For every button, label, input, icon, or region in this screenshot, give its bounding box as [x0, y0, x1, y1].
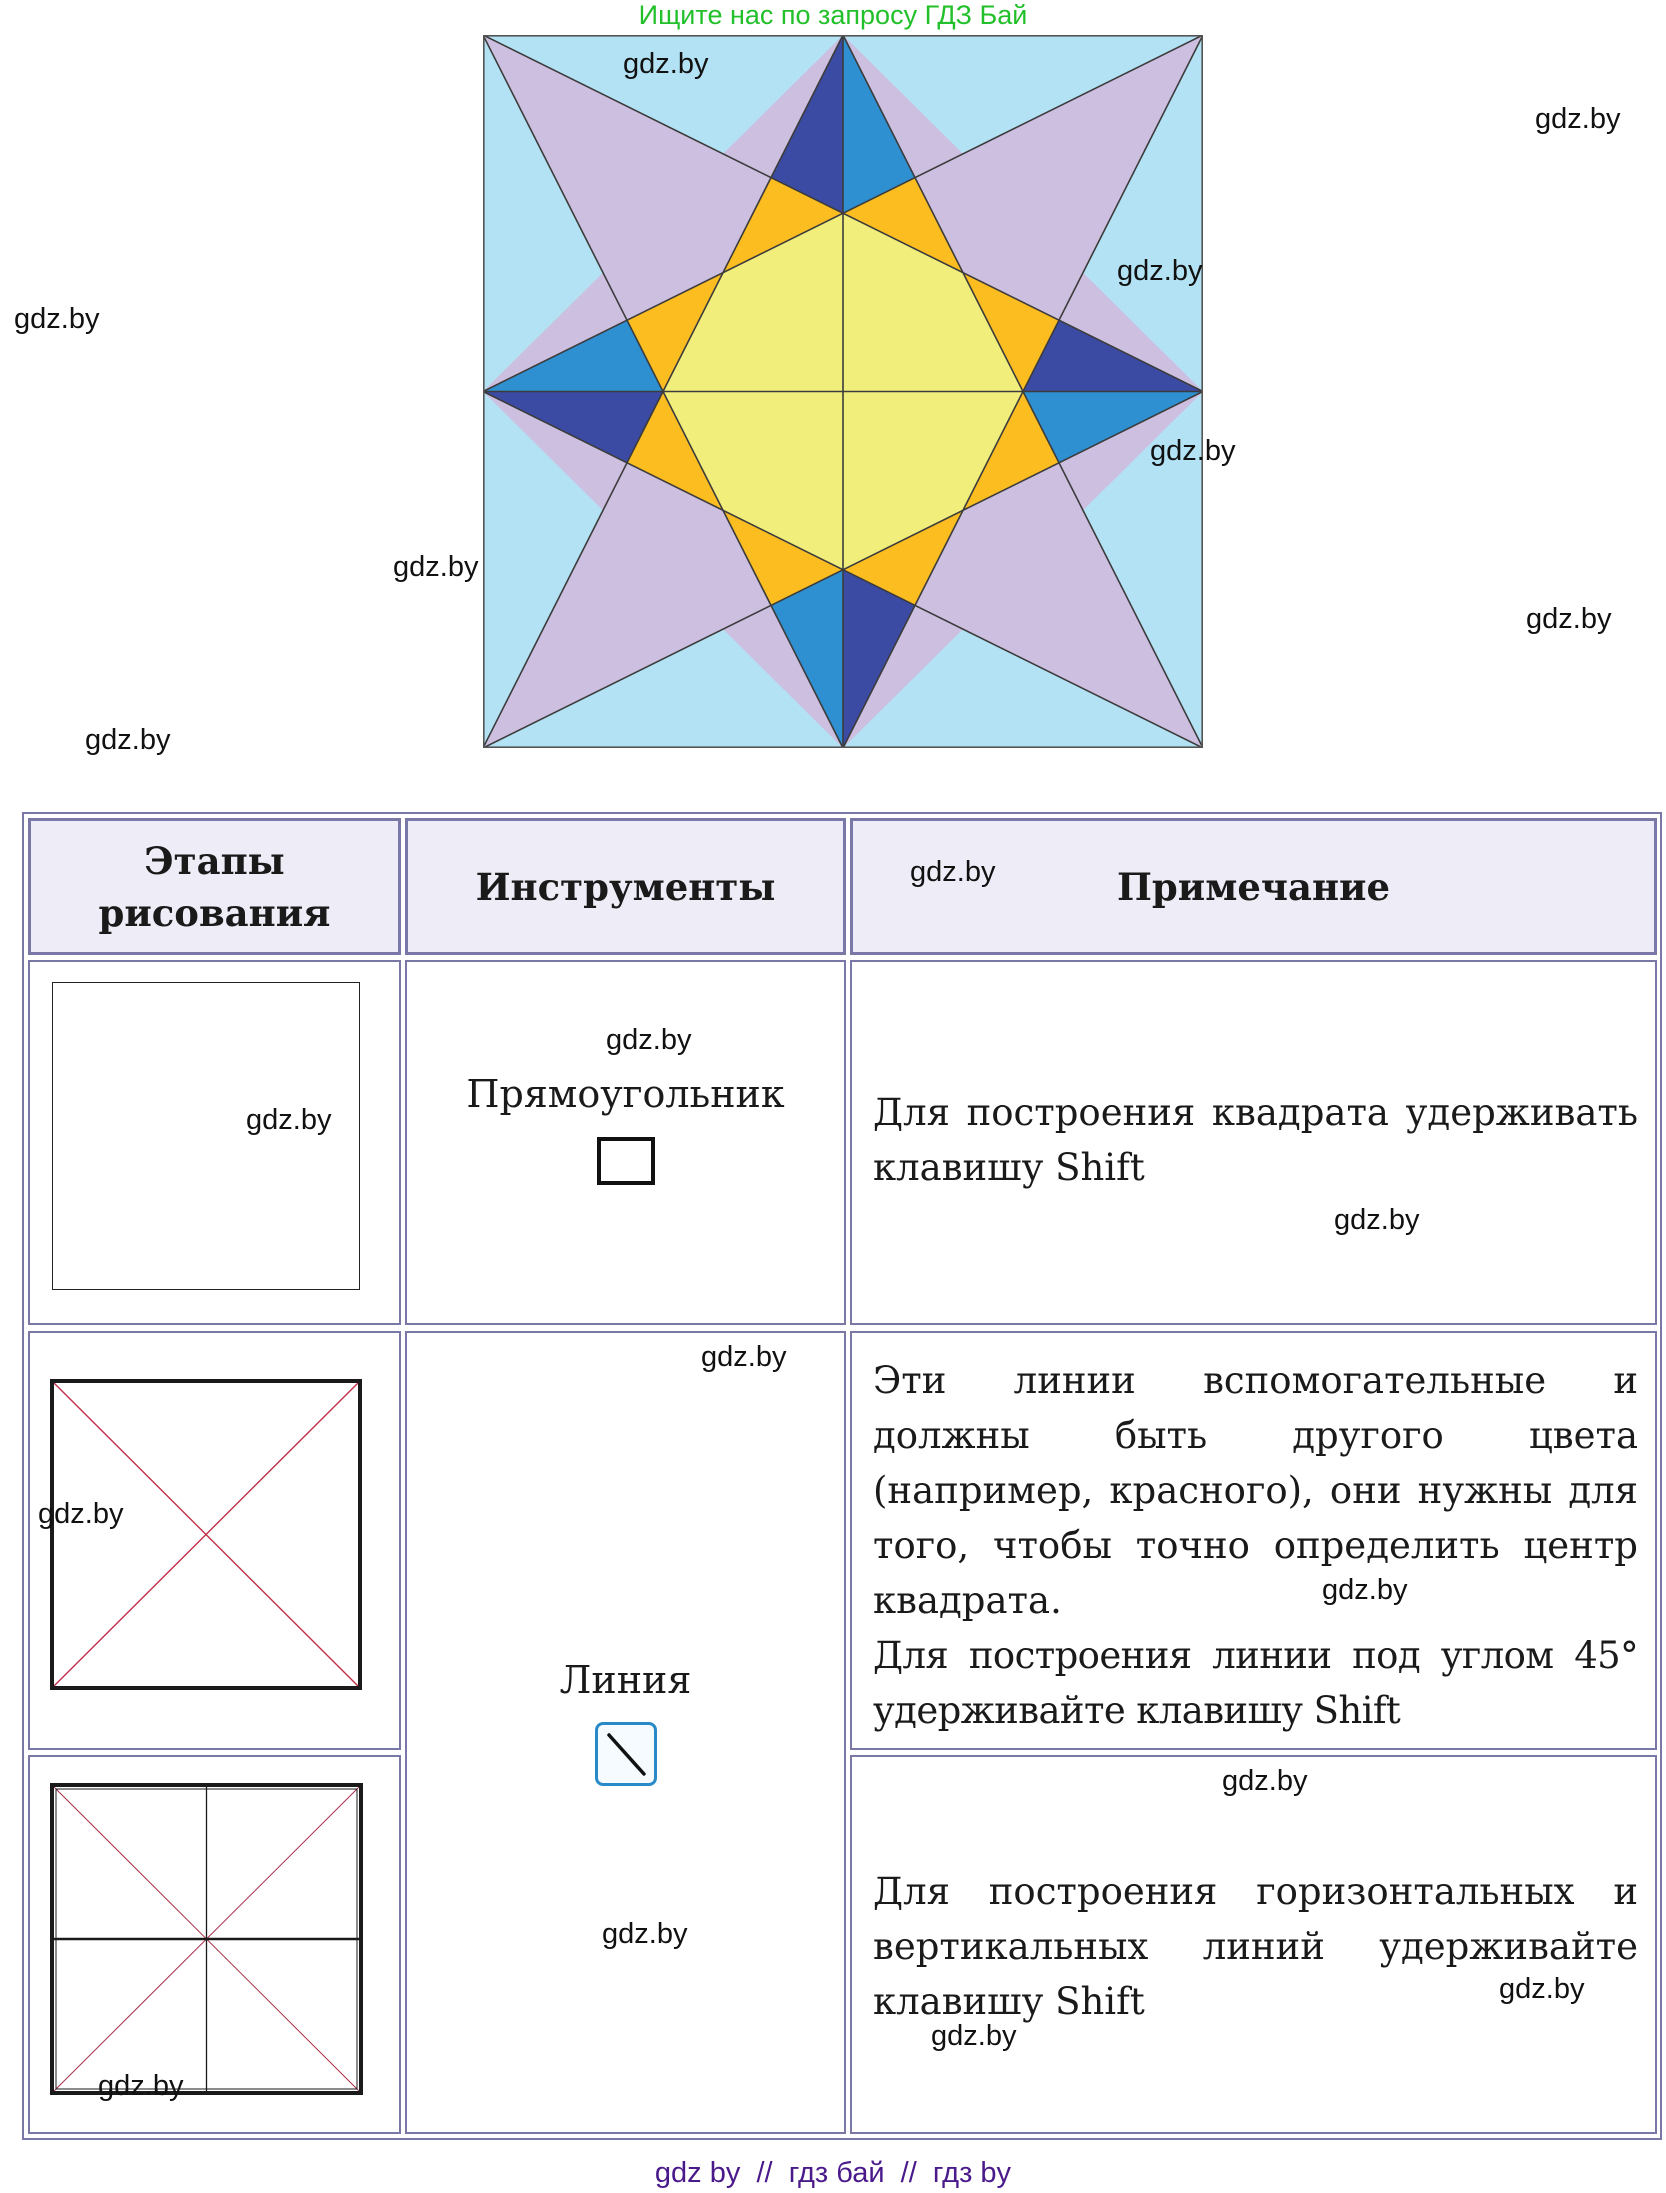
- watermark: gdz.by: [602, 1918, 688, 1950]
- watermark: gdz.by: [1334, 1204, 1420, 1236]
- line-tool-icon[interactable]: [595, 1722, 657, 1786]
- watermark: gdz.by: [1322, 1574, 1408, 1606]
- rectangle-tool-icon[interactable]: [597, 1137, 655, 1185]
- header-stages: Этапы рисования: [98, 838, 331, 935]
- row2-note: [873, 1353, 1638, 1738]
- row3-square-cross-drawing: [50, 1783, 363, 2095]
- watermark: gdz.by: [1117, 255, 1203, 287]
- header-cell-tools: [405, 818, 846, 955]
- footer-links[interactable]: gdz by // гдз бай // гдз by: [654, 2157, 1012, 2189]
- watermark: gdz.by: [85, 724, 171, 756]
- header-tools: Инструменты: [475, 864, 776, 909]
- watermark: gdz.by: [701, 1341, 787, 1373]
- row1-note: Для построения квадрата удерживать клавишу Shift: [873, 1091, 1638, 1189]
- watermark: gdz.by: [38, 1498, 124, 1530]
- watermark: gdz.by: [1535, 103, 1621, 135]
- watermark: gdz.by: [1150, 435, 1236, 467]
- row2-note-text: Эти линии вспомогательные и должны быть другого цвета (например, красного), они нужны для того, чтобы точно определить центр квадрата.: [873, 1359, 1638, 1622]
- header-notes: Примечание: [1116, 864, 1391, 909]
- tool-line-label: Линия: [559, 1658, 692, 1702]
- watermark: gdz.by: [246, 1104, 332, 1136]
- watermark: gdz.by: [14, 303, 100, 335]
- row3-note-cell: [850, 1755, 1657, 2134]
- eight-point-star-figure: [483, 35, 1203, 748]
- watermark: gdz.by: [98, 2070, 184, 2102]
- header-cell-stages: [28, 818, 401, 955]
- row2-note-cell: [850, 1331, 1657, 1750]
- watermark: gdz.by: [393, 551, 479, 583]
- search-banner[interactable]: Ищите нас по запросу ГДЗ Бай: [638, 0, 1028, 30]
- row1-note-cell: [850, 960, 1657, 1325]
- row2-note-shift: Для построения линии под углом 45° удерживайте клавишу Shift: [873, 1634, 1638, 1732]
- watermark: gdz.by: [910, 856, 996, 888]
- watermark: gdz.by: [1222, 1765, 1308, 1797]
- row1-square-drawing: [52, 982, 360, 1290]
- watermark: gdz.by: [606, 1024, 692, 1056]
- tool-rectangle-label: Прямоугольник: [466, 1072, 785, 1116]
- watermark: gdz.by: [623, 48, 709, 80]
- watermark: gdz.by: [1526, 603, 1612, 635]
- row1-tool-cell: [405, 960, 846, 1325]
- line-tool-cell: [405, 1331, 846, 2134]
- row3-note: Для построения горизонтальных и вертикальных линий удерживайте клавишу Shift: [873, 1870, 1638, 2023]
- row2-square-diagonals-drawing: [50, 1379, 362, 1690]
- watermark: gdz.by: [1499, 1973, 1585, 2005]
- watermark: gdz.by: [931, 2020, 1017, 2052]
- diagonal-line-glyph: [598, 1725, 654, 1783]
